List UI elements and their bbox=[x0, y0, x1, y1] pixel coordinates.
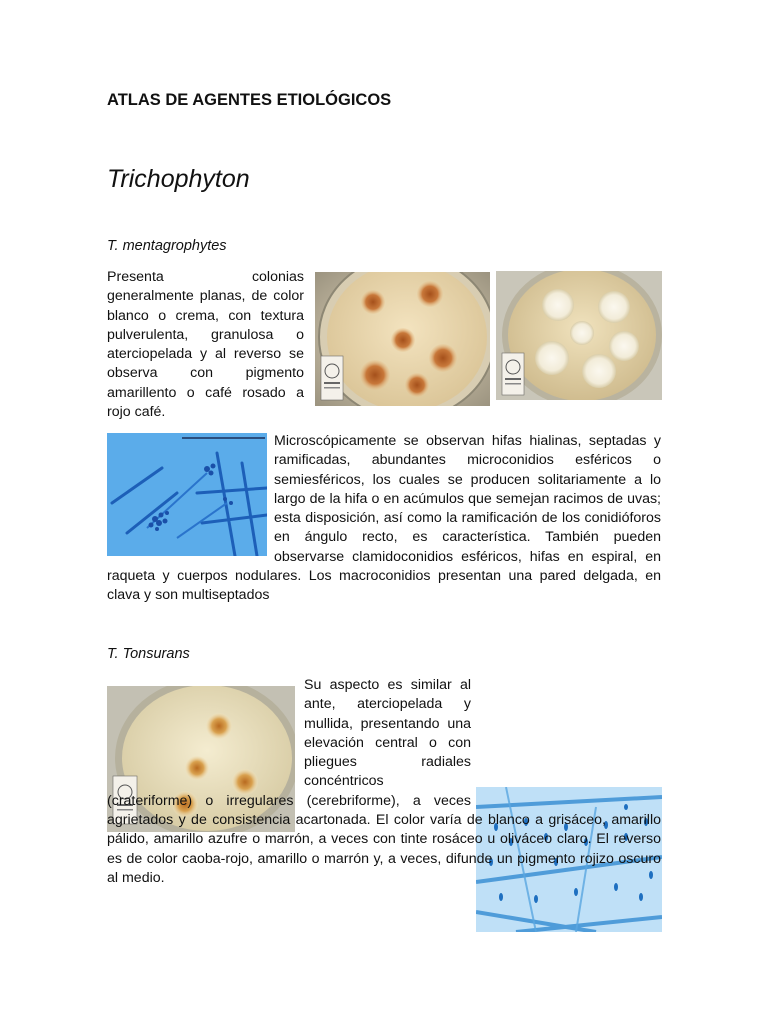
culture-plate-white-colonies-icon bbox=[496, 271, 662, 400]
float-spacer-left bbox=[107, 676, 295, 790]
float-spacer bbox=[107, 432, 267, 557]
microscopy-description bbox=[107, 432, 661, 606]
colony-description: Presenta colonias generalmente planas, de color blanco o crema, con textura pulverulenta, granulosa o aterciopelada y al reverso se observa con pigmento amarillento o café rosado a rojo café. bbox=[107, 269, 304, 421]
float-spacer-right bbox=[471, 734, 661, 796]
tonsurans-description bbox=[107, 676, 661, 888]
culture-plate-orange-colonies-icon bbox=[315, 272, 490, 406]
genus-title: Trichophyton bbox=[107, 165, 250, 193]
culture-plate-image-1 bbox=[315, 272, 490, 406]
species-title-mentagrophytes: T. mentagrophytes bbox=[107, 238, 227, 254]
microscopy-text: Microscópicamente se observan hifas hialinas, septadas y ramificadas, abundantes microconidios esféricos o semiesféricos, los cuales se producen solitariamente a lo largo de la hifa o en acúmulos que semejan racimos de uvas; esta disposición, así como la ramificación de los conidióforos en ángulo recto, es característica. También pueden observarse clamidoconidios esféricos, hifas en espiral, en raqueta y cuerpos nodulares. Los macroconidios presentan una pared delgada, en clava y son multiseptados bbox=[107, 433, 661, 604]
tonsurans-text: Su aspecto es similar al ante, aterciopelada y mullida, presentando una elevación central o con pliegues radiales concéntricos (crateriforme) o irregulares (cerebriforme), a veces agrietados y de consistencia acartonada. El color varía de blanco a grisáceo, amarillo pálido, amarillo azufre o marrón, a veces con tinte rosáceo u oliváceo claro. El reverso es de color caoba-rojo, amarillo o marrón y, a veces, difunde un pigmento rojizo oscuro al medio. bbox=[107, 677, 661, 886]
culture-plate-image-2 bbox=[496, 271, 662, 400]
species-title-tonsurans: T. Tonsurans bbox=[107, 646, 190, 662]
document-header: ATLAS DE AGENTES ETIOLÓGICOS bbox=[107, 91, 392, 109]
